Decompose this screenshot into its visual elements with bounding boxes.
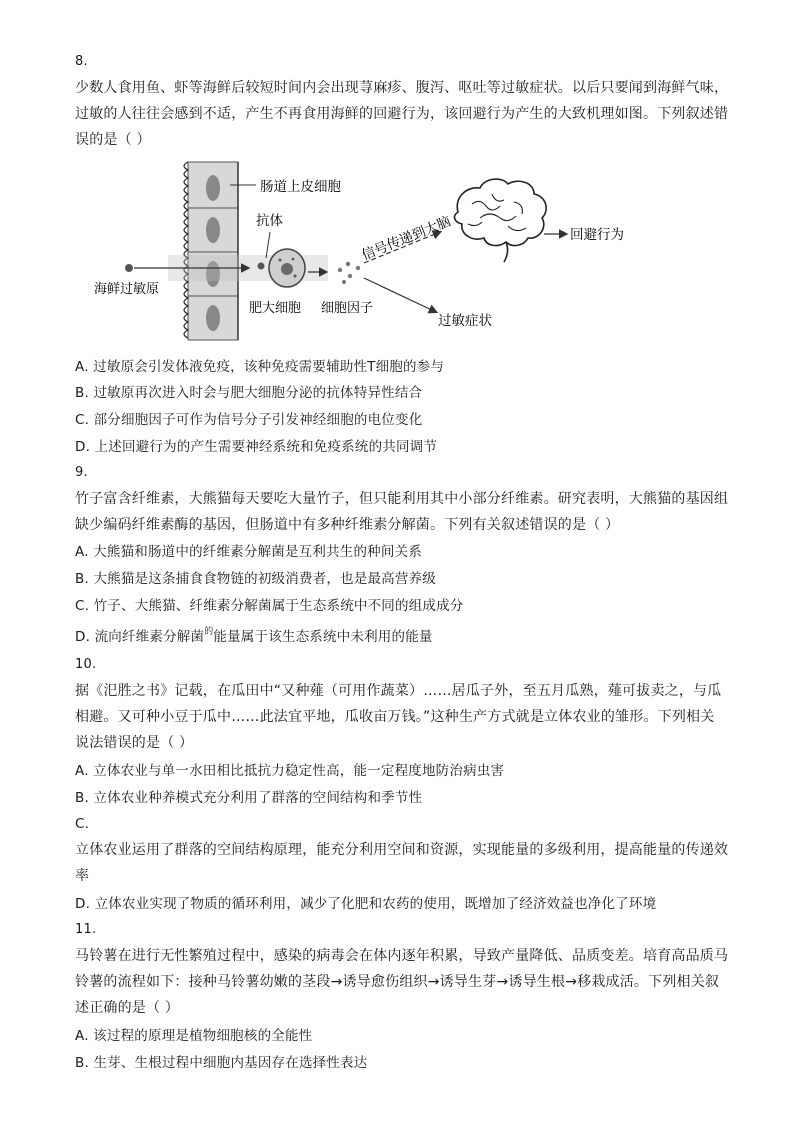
- q10-stem-line-2: 相避。又可种小豆于瓜中……此法宜平地，瓜收亩万钱。”这种生产方式就是立体农业的雏形。下列相关: [75, 709, 715, 725]
- q10-stem-line-3: 说法错误的是（ ）: [75, 735, 194, 751]
- brain-icon: [455, 179, 547, 262]
- q9-option-d-part2: 能量属于该生态系统中未利用的能量: [213, 629, 433, 645]
- label-antibody: 抗体: [256, 213, 283, 229]
- q10-number: 10.: [75, 657, 97, 672]
- q10-option-c-label: C.: [75, 816, 90, 832]
- q9-option-c: C. 竹子、大熊猫、纤维素分解菌属于生态系统中不同的组成成分: [75, 598, 464, 614]
- q9-option-a: A. 大熊猫和肠道中的纤维素分解菌是互利共生的种间关系: [75, 544, 422, 560]
- q10-option-a: A. 立体农业与单一水田相比抵抗力稳定性高，能一定程度地防治病虫害: [75, 763, 505, 779]
- q8-stem-line-2: 过敏的人往往会感到不适，产生不再食用海鲜的回避行为，该回避行为产生的大致机理如图。下列叙述错: [75, 106, 729, 122]
- q9-option-b: B. 大熊猫是这条捕食食物链的初级消费者，也是最高营养级: [75, 571, 436, 587]
- q8-option-d: D. 上述回避行为的产生需要神经系统和免疫系统的共同调节: [75, 439, 438, 455]
- label-mast-cell: 肥大细胞: [249, 301, 302, 316]
- q8-stem-line-3: 误的是（ ）: [75, 132, 151, 148]
- label-cytokine: 细胞因子: [321, 301, 374, 316]
- q10-stem-line-1: 据《汜胜之书》记载，在瓜田中“又种薤（可用作蔬菜）……居瓜子外，至五月瓜熟，薤可拔卖之，与瓜: [75, 683, 722, 699]
- q8-option-b: B. 过敏原再次进入时会与肥大细胞分泌的抗体特异性结合: [75, 385, 423, 401]
- q9-number: 9.: [75, 465, 88, 480]
- allergen-dot: [125, 264, 133, 272]
- antibody-dot: [258, 263, 265, 270]
- q8-option-c: C. 部分细胞因子可作为信号分子引发神经细胞的电位变化: [75, 412, 423, 428]
- q9-stem-line-1: 竹子富含纤维素，大熊猫每天要吃大量竹子，但只能利用其中小部分纤维素。研究表明，大熊猫的基因组: [75, 491, 729, 507]
- q9-option-d: [75, 627, 725, 649]
- q11-option-a: A. 该过程的原理是植物细胞核的全能性: [75, 1028, 313, 1044]
- q10-option-d: D. 立体农业实现了物质的循环利用，减少了化肥和农药的使用，既增加了经济效益也净化了环境: [75, 896, 657, 912]
- q11-stem-line-3: 述正确的是（ ）: [75, 1000, 180, 1016]
- q10-option-c-line-1: 立体农业运用了群落的空间结构原理，能充分利用空间和资源，实现能量的多级利用，提高能量的传递效: [75, 842, 729, 858]
- label-epithelial: 肠道上皮细胞: [260, 179, 341, 195]
- q11-option-b: B. 生芽、生根过程中细胞内基因存在选择性表达: [75, 1055, 368, 1071]
- q10-option-c-line-2: 率: [75, 868, 90, 884]
- label-avoid: 回避行为: [570, 227, 624, 243]
- q8-number: 8.: [75, 54, 88, 69]
- allergy-mechanism-figure: [88, 160, 648, 350]
- q8-stem-line-1: 少数人食用鱼、虾等海鲜后较短时间内会出现荨麻疹、腹泻、呕吐等过敏症状。以后只要闻到海鲜气味，: [75, 80, 729, 96]
- q9-stem-line-2: 缺少编码纤维素酶的基因，但肠道中有多种纤维素分解菌。下列有关叙述错误的是（ ）: [75, 517, 620, 533]
- q9-option-d-sup: 的: [204, 627, 214, 637]
- q11-stem-line-2: 铃薯的流程如下：接种马铃薯幼嫩的茎段→诱导愈伤组织→诱导生芽→诱导生根→移栽成活。下列相关叙: [75, 974, 720, 990]
- q9-option-d-part1: D. 流向纤维素分解菌: [75, 629, 205, 645]
- q8-option-a: A. 过敏原会引发体液免疫，该种免疫需要辅助性T细胞的参与: [75, 359, 445, 375]
- cytokine-dots: [338, 262, 360, 284]
- q10-option-b: B. 立体农业种养模式充分利用了群落的空间结构和季节性: [75, 790, 423, 806]
- label-symptom: 过敏症状: [438, 313, 492, 329]
- q11-number: 11.: [75, 922, 97, 937]
- label-signal: 信号传递到大脑: [359, 213, 454, 264]
- label-allergen: 海鲜过敏原: [94, 282, 160, 297]
- q11-stem-line-1: 马铃薯在进行无性繁殖过程中，感染的病毒会在体内逐年积累，导致产量降低、品质变差。培育高品质马: [75, 948, 729, 964]
